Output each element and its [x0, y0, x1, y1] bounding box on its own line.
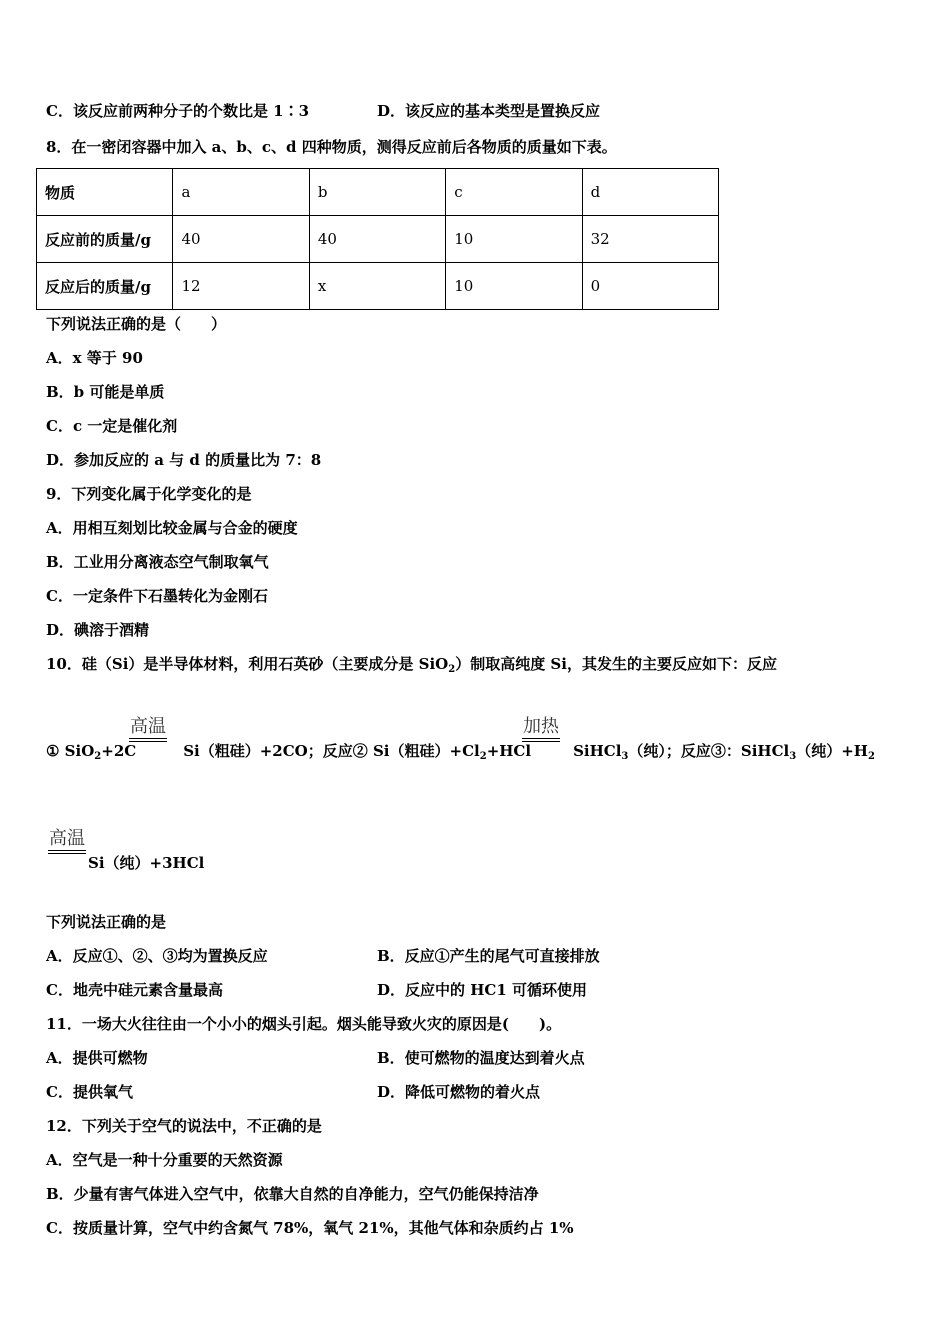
q10-prompt: 下列说法正确的是 — [46, 913, 167, 931]
q9-stem: 9．下列变化属于化学变化的是 — [46, 485, 252, 503]
q8-option-d: D．参加反应的 a 与 d 的质量比为 7：8 — [46, 451, 322, 469]
table-cell: 32 — [582, 216, 718, 263]
table-header-cell: a — [173, 169, 309, 216]
q8-option-a: A．x 等于 90 — [46, 349, 143, 367]
q8-stem: 8．在一密闭容器中加入 a、b、c、d 四种物质，测得反应前后各物质的质量如下表。 — [46, 138, 617, 156]
q10-option-c: C．地壳中硅元素含量最高 — [46, 981, 223, 999]
q12-option-a: A．空气是一种十分重要的天然资源 — [46, 1151, 283, 1169]
table-cell: 40 — [173, 216, 309, 263]
q7-option-d: D．该反应的基本类型是置换反应 — [377, 102, 601, 120]
q11-stem: 11．一场大火往往由一个小小的烟头引起。烟头能导致火灾的原因是( )。 — [46, 1015, 562, 1033]
table-cell: x — [309, 263, 445, 310]
q12-option-c: C．按质量计算，空气中约含氮气 78%，氧气 21%，其他气体和杂质约占 1% — [46, 1219, 574, 1237]
q10-stem — [46, 654, 777, 674]
table-row — [37, 169, 719, 216]
condition-high-temp-2: 高温 — [48, 829, 86, 854]
q8-prompt: 下列说法正确的是（ ） — [46, 315, 227, 333]
q11-option-a: A．提供可燃物 — [46, 1049, 148, 1067]
table-header-cell: 物质 — [37, 169, 173, 216]
q10-reaction-line-2: Si（纯）+3HCl — [88, 854, 205, 872]
table-cell: 反应前的质量/g — [37, 216, 173, 263]
q8-mass-table — [36, 168, 719, 310]
q10-stem-pre: 10．硅（Si）是半导体材料，利用石英砂（主要成分是 SiO — [46, 655, 449, 673]
q12-option-b: B．少量有害气体进入空气中，依靠大自然的自净能力，空气仍能保持洁净 — [46, 1185, 539, 1203]
q10-stem-post: ）制取高纯度 Si，其发生的主要反应如下：反应 — [455, 655, 777, 673]
table-header-cell: d — [582, 169, 718, 216]
q11-option-d: D．降低可燃物的着火点 — [377, 1083, 541, 1101]
q8-option-b: B．b 可能是单质 — [46, 383, 165, 401]
table-cell: 0 — [582, 263, 718, 310]
q10-option-b: B．反应①产生的尾气可直接排放 — [377, 947, 600, 965]
table-cell: 反应后的质量/g — [37, 263, 173, 310]
condition-high-temp-1: 高温 — [129, 717, 167, 742]
q9-option-d: D．碘溶于酒精 — [46, 621, 150, 639]
table-cell: 10 — [446, 263, 582, 310]
table-row — [37, 216, 719, 263]
table-row — [37, 263, 719, 310]
q7-option-c: C．该反应前两种分子的个数比是 1∶3 — [46, 102, 310, 120]
table-header-cell: c — [446, 169, 582, 216]
q9-option-c: C．一定条件下石墨转化为金刚石 — [46, 587, 268, 605]
q9-option-a: A．用相互刻划比较金属与合金的硬度 — [46, 519, 298, 537]
table-header-cell: b — [309, 169, 445, 216]
q10-reaction-line-1: ① SiO$_2$+2C Si（粗硅）+2CO；反应② Si（粗硅）$+Cl_2+HCl$ SiHCl$_3$（纯）；反应③：SiHCl$_3$（纯）$+H_2$ — [46, 742, 875, 762]
table-cell: 12 — [173, 263, 309, 310]
q11-option-c: C．提供氧气 — [46, 1083, 133, 1101]
q10-option-a: A．反应①、②、③均为置换反应 — [46, 947, 268, 965]
q8-option-c: C．c 一定是催化剂 — [46, 417, 178, 435]
q11-option-b: B．使可燃物的温度达到着火点 — [377, 1049, 585, 1067]
table-cell: 10 — [446, 216, 582, 263]
condition-heat: 加热 — [522, 717, 560, 742]
q12-stem: 12．下列关于空气的说法中，不正确的是 — [46, 1117, 322, 1135]
q10-option-d: D．反应中的 HC1 可循环使用 — [377, 981, 588, 999]
q9-option-b: B．工业用分离液态空气制取氧气 — [46, 553, 269, 571]
equals-sign — [48, 850, 86, 854]
table-cell: 40 — [309, 216, 445, 263]
q10-stem-sub: 2 — [448, 664, 456, 675]
